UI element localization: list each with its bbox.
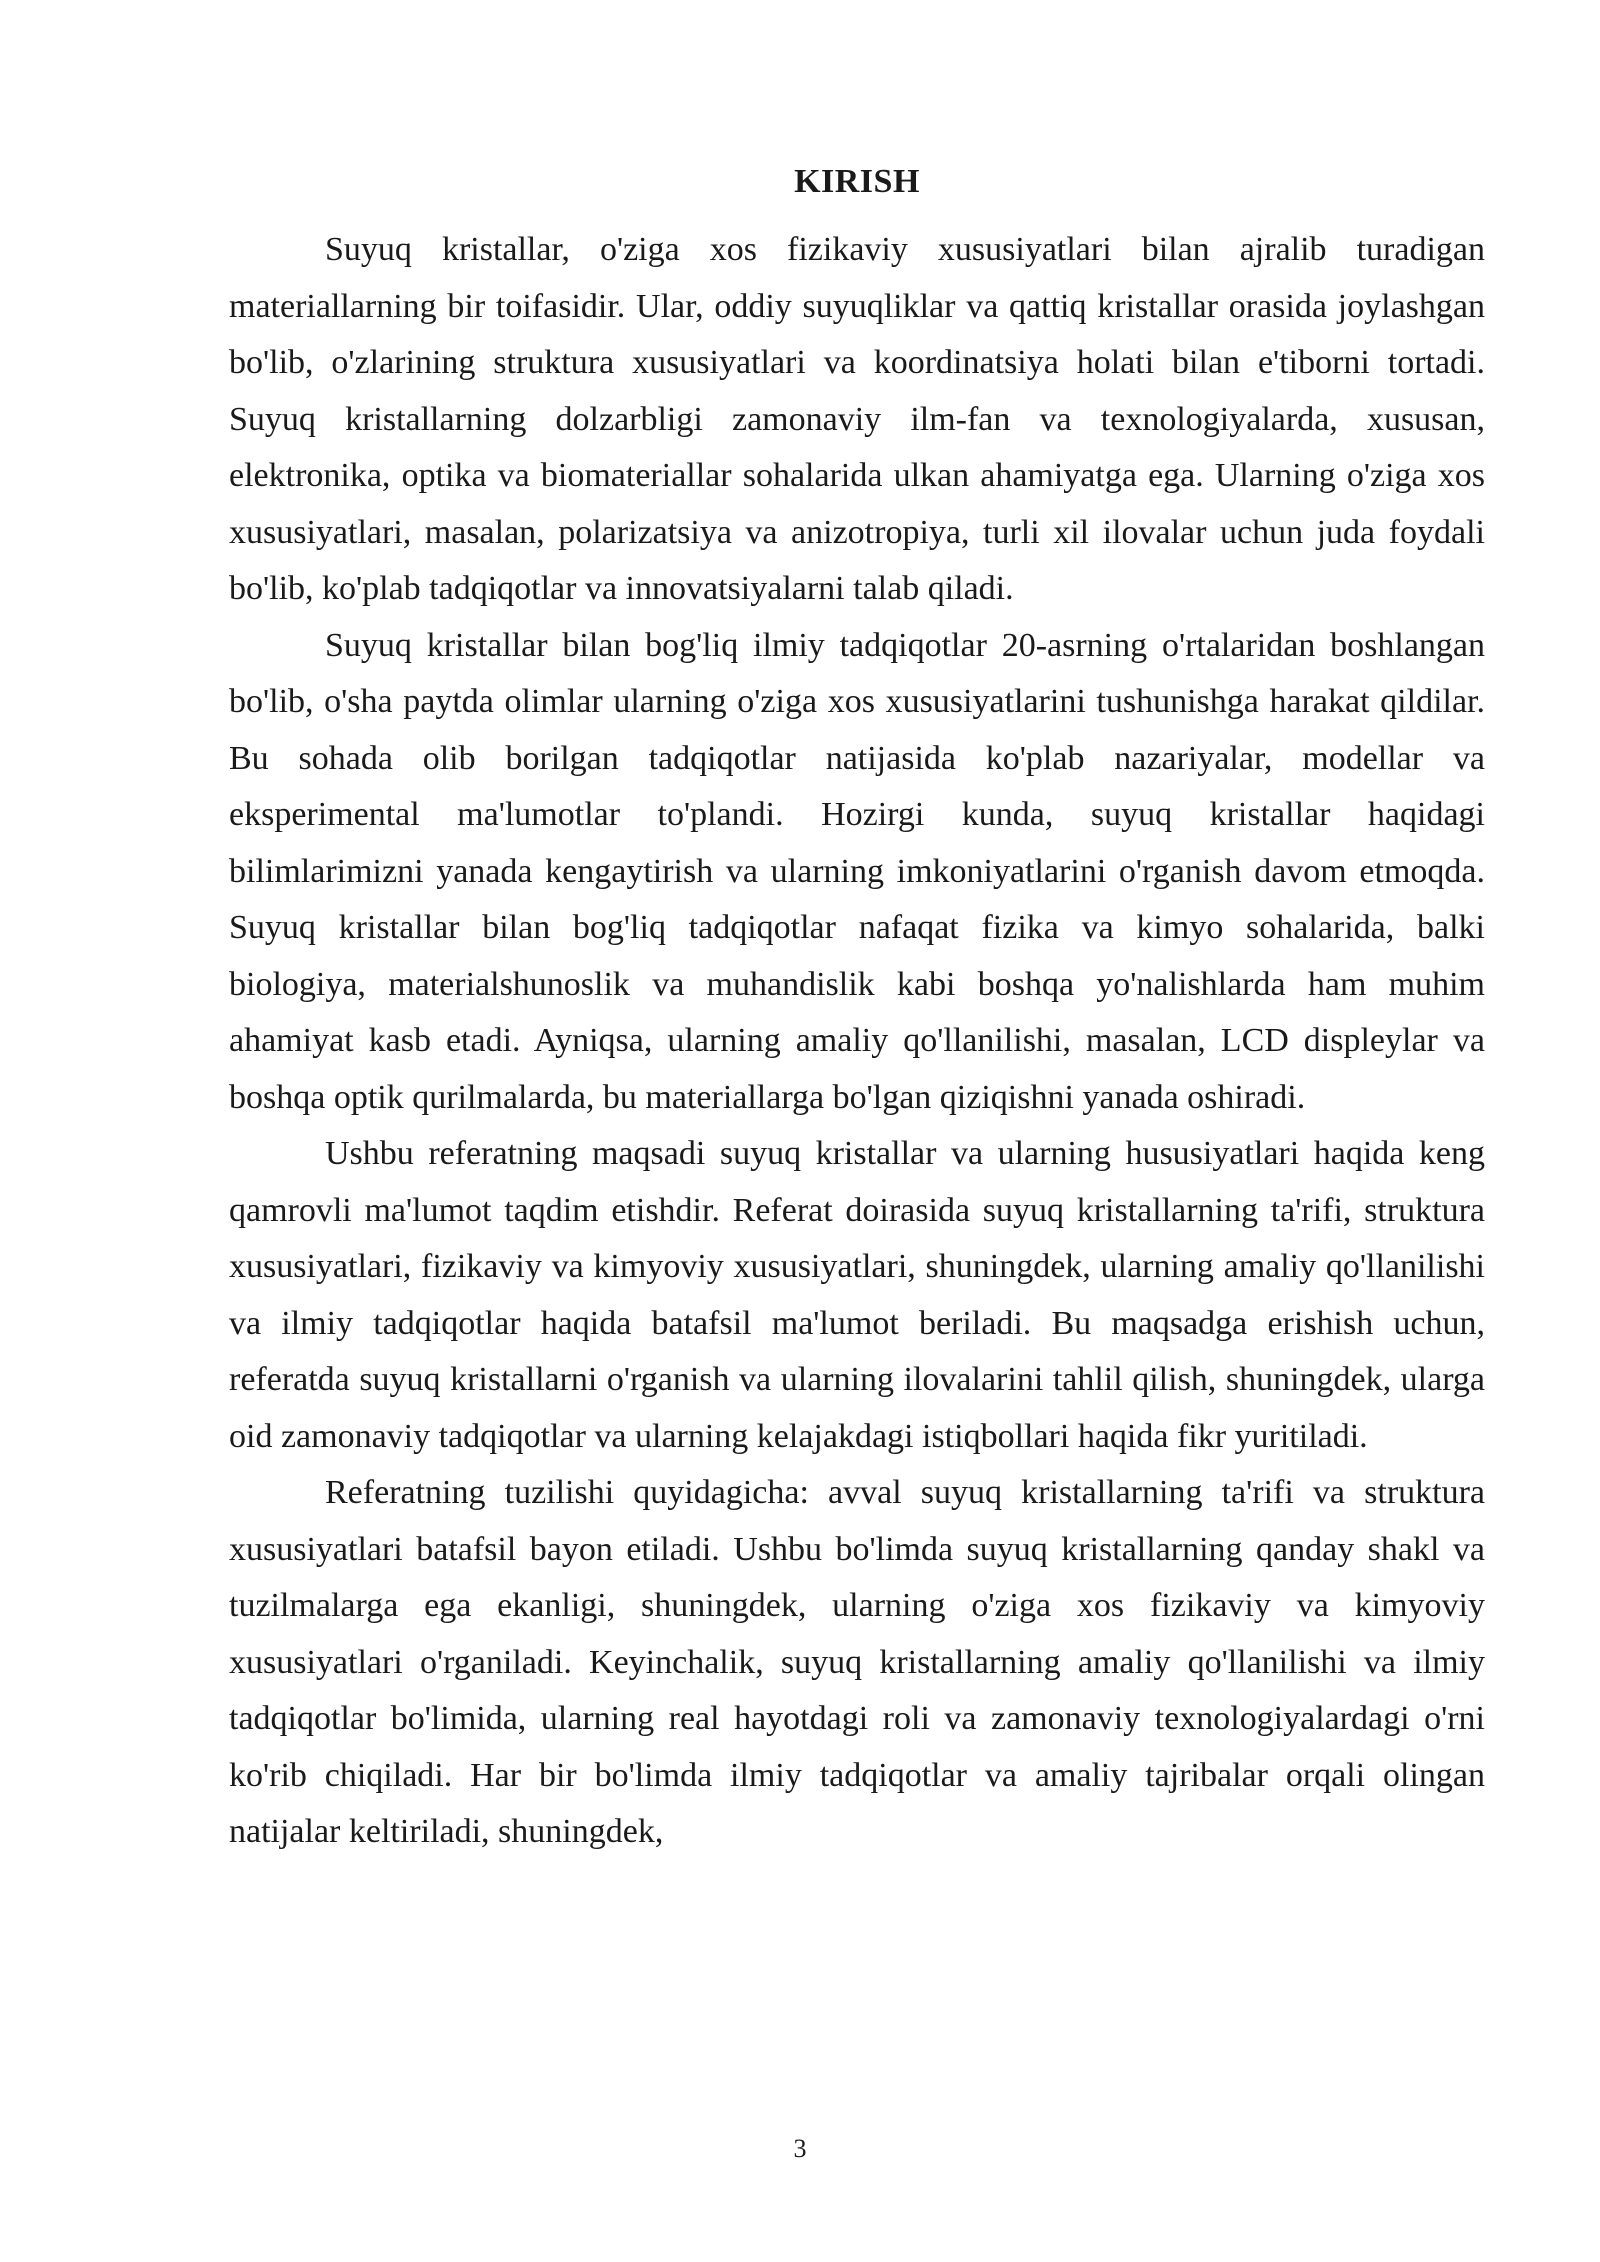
paragraph-4: Referatning tuzilishi quyidagicha: avval suyuq kristallarning ta'rifi va struktura xususiyatlari batafsil bayon etiladi. Ushbu bo'limda suyuq kristallarning qanday shakl va tuzilmalarga ega ekanligi, shuningdek, ularning o'ziga xos fizikaviy va kimyoviy xususiyatlari o'rganiladi. Keyinchalik, suyuq kristallarning amaliy qo'llanilishi va ilmiy tadqiqotlar bo'limida, ularning real hayotdagi roli va zamonaviy texnologiyalardagi o'rni ko'rib chiqiladi. Har bir bo'limda ilmiy tadqiqotlar va amaliy tajribalar orqali olingan natijalar keltiriladi, shuningdek, — [229, 1474, 1485, 1850]
section-title: KIRISH — [794, 163, 920, 200]
paragraph-2: Suyuq kristallar bilan bog'liq ilmiy tadqiqotlar 20-asrning o'rtalaridan boshlangan bo'lib, o'sha paytda olimlar ularning o'ziga xos xususiyatlarini tushunishga harakat qildilar. Bu sohada olib borilgan tadqiqotlar natijasida ko'plab nazariyalar, modellar va eksperimental ma'lumotlar to'plandi. Hozirgi kunda, suyuq kristallar haqidagi bilimlarimizni yanada kengaytirish va ularning imkoniyatlarini o'rganish davom etmoqda. Suyuq kristallar bilan bog'liq tadqiqotlar nafaqat fizika va kimyo sohalarida, balki biologiya, materialshunoslik va muhandislik kabi boshqa yo'nalishlarda ham muhim ahamiyat kasb etadi. Ayniqsa, ularning amaliy qo'llanilishi, masalan, LCD displeylar va boshqa optik qurilmalarda, bu materiallarga bo'lgan qiziqishni yanada oshiradi. — [229, 626, 1485, 1116]
page-content — [229, 160, 1485, 1861]
paragraph-1: Suyuq kristallar, o'ziga xos fizikaviy xususiyatlari bilan ajralib turadigan materiallarning bir toifasidir. Ular, oddiy suyuqliklar va qattiq kristallar orasida joylashgan bo'lib, o'zlarining struktura xususiyatlari va koordinatsiya holati bilan e'tiborni tortadi. Suyuq kristallarning dolzarbligi zamonaviy ilm-fan va texnologiyalarda, xususan, elektronika, optika va biomateriallar sohalarida ulkan ahamiyatga ega. Ularning o'ziga xos xususiyatlari, masalan, polarizatsiya va anizotropiya, turli xil ilovalar uchun juda foydali bo'lib, ko'plab tadqiqotlar va innovatsiyalarni talab qiladi. — [229, 231, 1485, 607]
page-number: 3 — [793, 2134, 807, 2163]
paragraph-3: Ushbu referatning maqsadi suyuq kristallar va ularning hususiyatlari haqida keng qamrovli ma'lumot taqdim etishdir. Referat doirasida suyuq kristallarning ta'rifi, struktura xususiyatlari, fizikaviy va kimyoviy xususiyatlari, shuningdek, ularning amaliy qo'llanilishi va ilmiy tadqiqotlar haqida batafsil ma'lumot beriladi. Bu maqsadga erishish uchun, referatda suyuq kristallarni o'rganish va ularning ilovalarini tahlil qilish, shuningdek, ularga oid zamonaviy tadqiqotlar va ularning kelajakdagi istiqbollari haqida fikr yuritiladi. — [229, 1135, 1485, 1455]
